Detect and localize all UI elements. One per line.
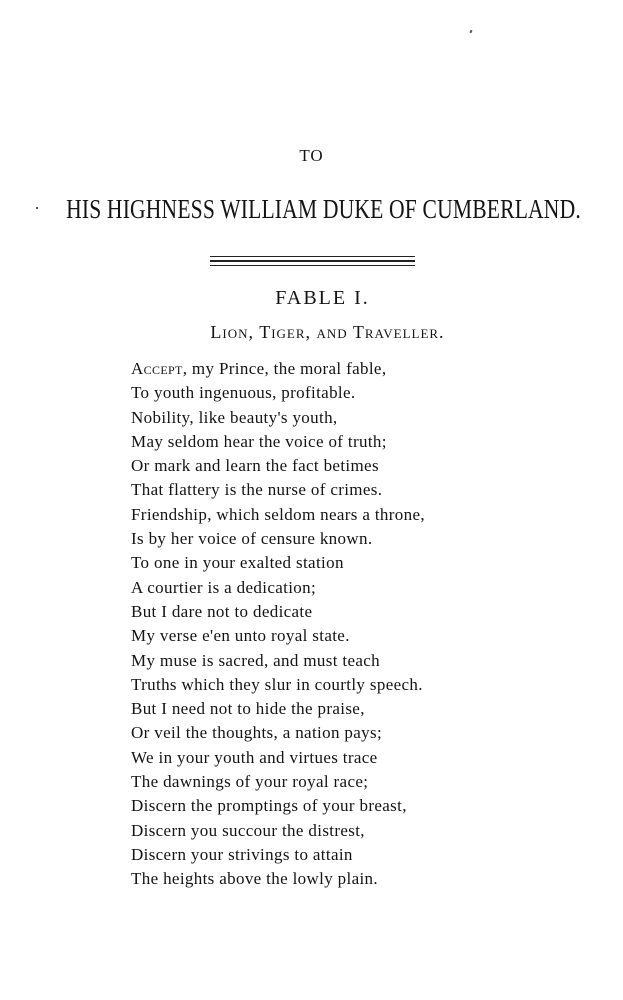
ornamental-rule <box>210 256 415 257</box>
poem-line: My muse is sacred, and must teach <box>131 650 381 670</box>
poem-line: Or veil the thoughts, a nation pays; <box>131 723 383 743</box>
fable-number: FABLE I. <box>275 287 370 309</box>
poem-line: Or mark and learn the fact betimes <box>131 456 379 476</box>
poem-line: But I dare not to dedicate <box>131 601 313 621</box>
ink-speck <box>469 30 472 34</box>
dedication-name: HIS HIGHNESS WILLIAM DUKE OF CUMBERLAND. <box>66 194 581 224</box>
poem-line: The dawnings of your royal race; <box>131 772 369 792</box>
ink-speck <box>36 207 38 209</box>
poem-line: Truths which they slur in courtly speech. <box>131 674 423 694</box>
poem-line: Discern you succour the distrest, <box>131 820 365 840</box>
poem-line: May seldom hear the voice of truth; <box>131 431 387 451</box>
poem-line: To youth ingenuous, profitable. <box>131 383 356 403</box>
poem-line: My verse e'en unto royal state. <box>131 626 350 646</box>
poem-first-line-rest: my Prince, the moral fable, <box>187 359 387 378</box>
fable-title: Lion, Tiger, and Traveller. <box>210 322 445 342</box>
poem-line: But I need not to hide the praise, <box>131 699 365 719</box>
poem-line: Discern the promptings of your breast, <box>131 796 407 816</box>
poem-line: Is by her voice of censure known. <box>131 529 373 549</box>
poem-first-word: Accept, <box>131 359 188 378</box>
ornamental-rule <box>210 260 415 262</box>
poem-line: The heights above the lowly plain. <box>131 869 379 889</box>
dedication-to: TO <box>299 146 324 165</box>
poem-line: That flattery is the nurse of crimes. <box>131 480 383 500</box>
ornamental-rule <box>210 265 415 266</box>
poem-line: Discern your strivings to attain <box>131 844 353 864</box>
poem-line: A courtier is a dedication; <box>131 577 317 597</box>
poem-line: We in your youth and virtues trace <box>131 747 378 767</box>
poem-line: Nobility, like beauty's youth, <box>131 407 338 427</box>
poem-line: Friendship, which seldom nears a throne, <box>131 504 425 524</box>
poem-line <box>131 357 425 381</box>
poem-line: To one in your exalted station <box>131 553 344 573</box>
poem <box>131 357 425 892</box>
